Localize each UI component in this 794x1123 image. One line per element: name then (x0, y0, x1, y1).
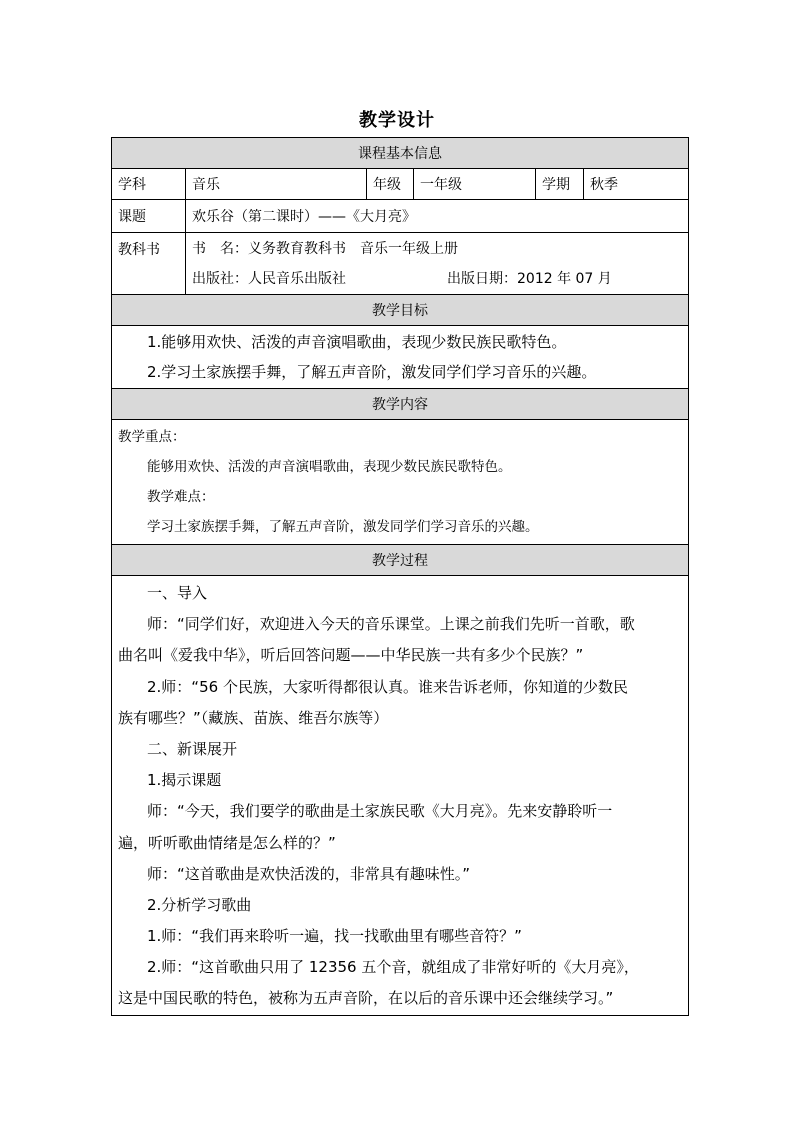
objectives-body (112, 326, 689, 389)
subject-label: 学科 (112, 169, 186, 200)
key-point-text: 能够用欢快、活泼的声音演唱歌曲，表现少数民族民歌特色。 (147, 459, 512, 475)
subject-row (112, 169, 689, 200)
basic-info-header-row (112, 138, 689, 169)
objective-item: 2.学习土家族摆手舞，了解五声音阶，激发同学们学习音乐的兴趣。 (147, 363, 597, 381)
process-line: 师：“同学们好，欢迎进入今天的音乐课堂。上课之前我们先听一首歌，歌 (147, 615, 635, 634)
process-line: 二、新课展开 (147, 739, 238, 758)
objectives-header-row (112, 295, 689, 326)
process-line: 1.师：“我们再来聆听一遍，找一找歌曲里有哪些音符？” (147, 927, 522, 946)
process-line: 2.师：“这首歌曲只用了 12356 五个音，就组成了非常好听的《大月亮》， (147, 958, 639, 977)
topic-value: 欢乐谷（第二课时）——《大月亮》 (186, 200, 689, 233)
process-line: 曲名叫《爱我中华》，听后回答问题——中华民族一共有多少个民族？” (118, 646, 584, 665)
textbook-info (186, 233, 689, 295)
topic-label: 课题 (112, 200, 186, 233)
lesson-plan-table (111, 137, 689, 1016)
process-header-row (112, 545, 689, 576)
textbook-row (112, 233, 689, 295)
subject-value: 音乐 (186, 169, 367, 200)
topic-row (112, 200, 689, 233)
publisher: 出版社：人民音乐出版社 (192, 270, 346, 287)
publisher-line (192, 264, 682, 294)
key-point-label: 教学重点： (118, 429, 186, 445)
content-header: 教学内容 (112, 389, 689, 420)
process-line: 族有哪些？”（藏族、苗族、维吾尔族等） (118, 708, 389, 727)
difficulty-label: 教学难点： (147, 489, 215, 505)
process-line: 2.分析学习歌曲 (147, 895, 252, 914)
process-line: 2.师：“56 个民族，大家听得都很认真。谁来告诉老师，你知道的少数民 (147, 677, 628, 696)
grade-value: 一年级 (414, 169, 536, 200)
process-header: 教学过程 (112, 545, 689, 576)
process-line: 师：“今天，我们要学的歌曲是土家族民歌《大月亮》。先来安静聆听一 (147, 802, 613, 821)
process-body (112, 576, 689, 1016)
difficulty-text: 学习土家族摆手舞，了解五声音阶，激发同学们学习音乐的兴趣。 (147, 519, 539, 535)
publish-date: 出版日期：2012 年 07 月 (447, 270, 612, 287)
grade-label: 年级 (367, 169, 414, 200)
process-line: 遍，听听歌曲情绪是怎么样的？” (118, 833, 336, 852)
document-title: 教学设计 (359, 110, 435, 131)
textbook-label: 教科书 (112, 233, 186, 295)
term-label: 学期 (536, 169, 584, 200)
basic-info-header: 课程基本信息 (112, 138, 689, 169)
process-row (112, 576, 689, 1016)
process-line: 这是中国民歌的特色，被称为五声音阶，在以后的音乐课中还会继续学习。” (118, 989, 614, 1008)
content-body (112, 420, 689, 545)
process-line: 1.揭示课题 (147, 771, 222, 790)
content-header-row (112, 389, 689, 420)
objectives-header: 教学目标 (112, 295, 689, 326)
objectives-row (112, 326, 689, 389)
objective-item: 1.能够用欢快、活泼的声音演唱歌曲，表现少数民族民歌特色。 (147, 333, 567, 351)
process-line: 师：“这首歌曲是欢快活泼的，非常具有趣味性。” (147, 864, 471, 883)
book-name: 书 名：义务教育教科书 音乐一年级上册 (192, 240, 458, 257)
content-row (112, 420, 689, 545)
process-line: 一、导入 (147, 584, 208, 602)
term-value: 秋季 (584, 169, 689, 200)
